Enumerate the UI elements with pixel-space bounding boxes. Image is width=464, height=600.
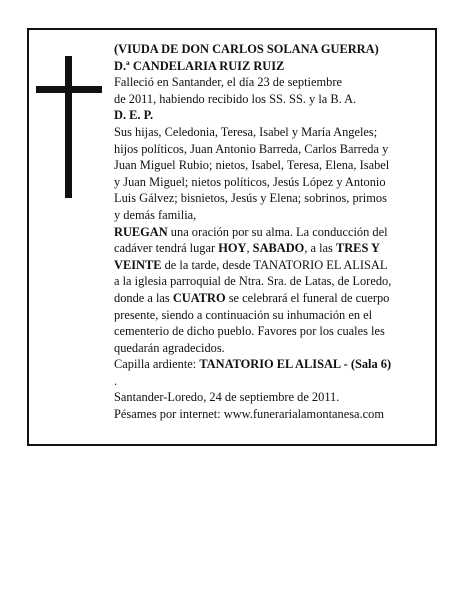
cross-icon <box>36 56 102 198</box>
request-text: donde a las <box>114 290 173 305</box>
request-line-5 <box>114 290 428 307</box>
death-line-2: de 2011, habiendo recibido los SS. SS. y la B. A. <box>114 91 357 106</box>
request-text: , <box>246 241 253 256</box>
request-text: , a las <box>304 241 336 256</box>
death-line-1: Falleció en Santander, el día 23 de septiembre <box>114 75 342 90</box>
time-words: TRES Y <box>335 241 380 256</box>
ruegan-word: RUEGAN <box>114 224 168 239</box>
deceased-name: D.ª CANDELARIA RUIZ RUIZ <box>114 58 285 73</box>
request-text: se celebrará el funeral de cuerpo <box>225 290 390 305</box>
family-line: y Juan Miguel; nietos políticos, Jesús López y Antonio <box>114 174 386 189</box>
request-line-1 <box>114 224 428 241</box>
dep-line: D. E. P. <box>114 108 154 123</box>
request-line-2 <box>114 240 428 257</box>
request-text: una oración por su alma. La conducción del <box>167 224 388 239</box>
family-line: Luis Gálvez; bisnietos, Jesús y Elena; sobrinos, primos <box>114 191 387 206</box>
cross-horizontal-bar <box>36 86 102 93</box>
sabado-word: SABADO <box>252 241 305 256</box>
widow-of-line: (VIUDA DE DON CARLOS SOLANA GUERRA) <box>114 42 379 56</box>
chapel-dot: . <box>114 373 118 388</box>
family-line: Sus hijas, Celedonia, Teresa, Isabel y María Angeles; <box>114 124 378 139</box>
family-line: y demás familia, <box>114 207 197 222</box>
cross-vertical-bar <box>65 56 72 198</box>
chapel-place: TANATORIO EL ALISAL - (Sala 6) <box>199 357 392 372</box>
cuatro-word: CUATRO <box>172 290 226 305</box>
condolences-line: Pésames por internet: www.funerarialamontanesa.com <box>114 407 384 422</box>
date-line: Santander-Loredo, 24 de septiembre de 2011. <box>114 390 340 405</box>
request-line-3 <box>114 257 428 274</box>
request-text: de la tarde, desde TANATORIO EL ALISAL <box>161 257 388 272</box>
request-line-4: a la iglesia parroquial de Ntra. Sra. de Latas, de Loredo, <box>114 274 392 289</box>
request-line-6: presente, siendo a continuación su inhumación en el <box>114 307 373 322</box>
veinte-word: VEINTE <box>114 257 162 272</box>
family-line: hijos políticos, Juan Antonio Barreda, Carlos Barreda y <box>114 141 389 156</box>
family-line: Juan Miguel Rubio; nietos, Isabel, Teresa, Elena, Isabel <box>114 158 390 173</box>
chapel-label: Capilla ardiente: <box>114 357 200 372</box>
request-line-7: cementerio de dicho pueblo. Favores por los cuales les <box>114 324 385 339</box>
request-text: cadáver tendrá lugar <box>114 241 219 256</box>
request-line-8: quedarán agradecidos. <box>114 340 225 355</box>
obituary-text <box>114 41 428 423</box>
chapel-line <box>114 356 428 373</box>
hoy-word: HOY <box>218 241 247 256</box>
